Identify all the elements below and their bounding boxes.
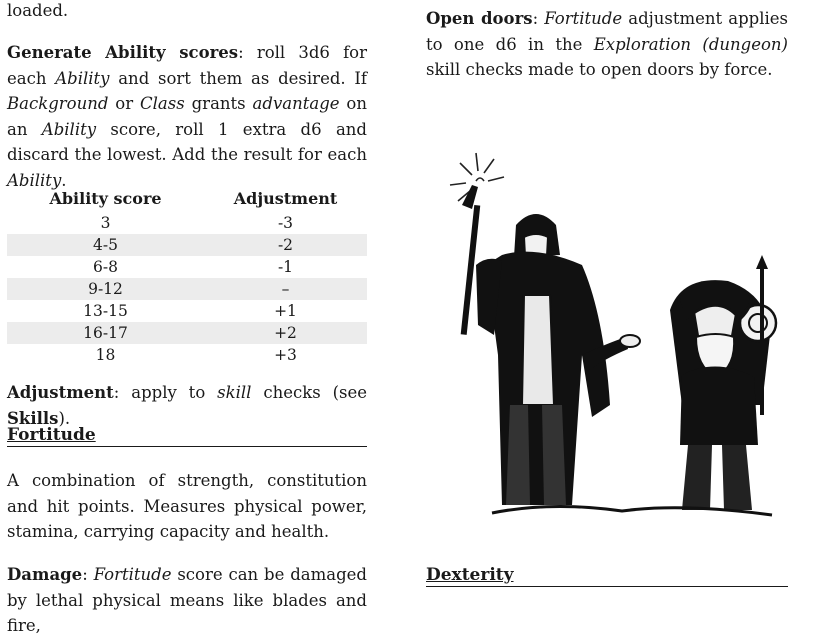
column-header-ability-score: Ability score (49, 188, 162, 208)
advantage-term: advantage (252, 94, 340, 113)
score-cell: 9-12 (7, 278, 204, 300)
score-cell: 18 (95, 346, 116, 364)
fortitude-description: A combination of strength, constitution and hit points. Measures physical power, stamina, carrying capacity and health. (7, 471, 367, 541)
table-row (7, 300, 367, 322)
table-row (7, 212, 367, 234)
ability-adjustment-table (7, 184, 367, 366)
text-fragment: loaded. (7, 1, 69, 20)
fortitude-term: Fortitude (544, 9, 623, 28)
column-header-adjustment: Adjustment (233, 188, 338, 208)
text-run: adjustment applies to one d6 in the (426, 9, 788, 54)
score-cell: 16-17 (7, 322, 204, 344)
skill-term: skill (217, 383, 252, 402)
score-cell: 3 (100, 214, 111, 232)
table-row (7, 256, 367, 278)
open-doors-label: Open doors (426, 9, 533, 28)
adjustment-cell: -3 (277, 214, 294, 232)
adjustment-cell: +3 (274, 346, 297, 364)
adventurers-illustration (432, 105, 792, 530)
magic-sparkle-icon (450, 153, 504, 201)
text-run: : roll 3d6 for each (7, 43, 368, 88)
fortitude-heading (7, 425, 367, 447)
generate-ability-paragraph (7, 40, 367, 193)
background-term: Background (7, 94, 109, 113)
dexterity-heading-text: Dexterity (426, 565, 514, 585)
text-run: : (532, 9, 545, 28)
fortitude-term: Fortitude (93, 565, 172, 584)
text-run: score can be damaged by lethal physical means like blades and fire, (7, 565, 367, 635)
dexterity-heading (426, 565, 788, 587)
text-run: on an (7, 94, 367, 139)
ability-term: Ability (55, 68, 110, 88)
table-header-row (7, 184, 367, 212)
exploration-term: Exploration (dungeon) (593, 34, 788, 54)
text-run: ). (58, 408, 71, 428)
text-run: checks (see (251, 383, 367, 402)
class-term: Class (140, 94, 185, 113)
adjustment-cell: +1 (274, 302, 297, 320)
skills-reference: Skills (7, 408, 59, 428)
generate-label: Generate Ability scores (7, 43, 239, 62)
text-run: . (61, 170, 67, 190)
text-run: score, roll 1 extra d6 and discard the lowest. Add the result for each (7, 119, 367, 164)
adjustment-cell: -1 (277, 258, 294, 276)
table-row (7, 344, 367, 366)
adjustment-cell: +2 (204, 322, 367, 344)
table-row (7, 278, 367, 300)
damage-paragraph (7, 562, 367, 639)
adjustment-label: Adjustment (7, 383, 114, 402)
adjustment-paragraph (7, 380, 367, 431)
text-run: grants (184, 94, 253, 113)
open-doors-paragraph (426, 6, 788, 83)
score-cell: 4-5 (7, 234, 204, 256)
score-cell: 13-15 (83, 302, 128, 320)
text-run: or (108, 94, 141, 113)
adjustment-cell: – (204, 278, 367, 300)
dwarf-figure (670, 255, 776, 510)
ability-term: Ability (41, 119, 97, 139)
damage-label: Damage (7, 565, 83, 584)
ability-term: Ability (7, 170, 62, 190)
text-run: : (82, 565, 94, 584)
fortitude-heading-text: Fortitude (7, 425, 96, 445)
wizard-figure (461, 185, 640, 505)
score-cell: 6-8 (93, 258, 118, 276)
text-run: and sort them as desired. If (109, 68, 368, 88)
adjustment-cell: -2 (204, 234, 367, 256)
table-row (7, 322, 367, 344)
text-run: skill checks made to open doors by force. (426, 60, 773, 79)
table-row (7, 234, 367, 256)
text-run: : apply to (113, 383, 218, 402)
